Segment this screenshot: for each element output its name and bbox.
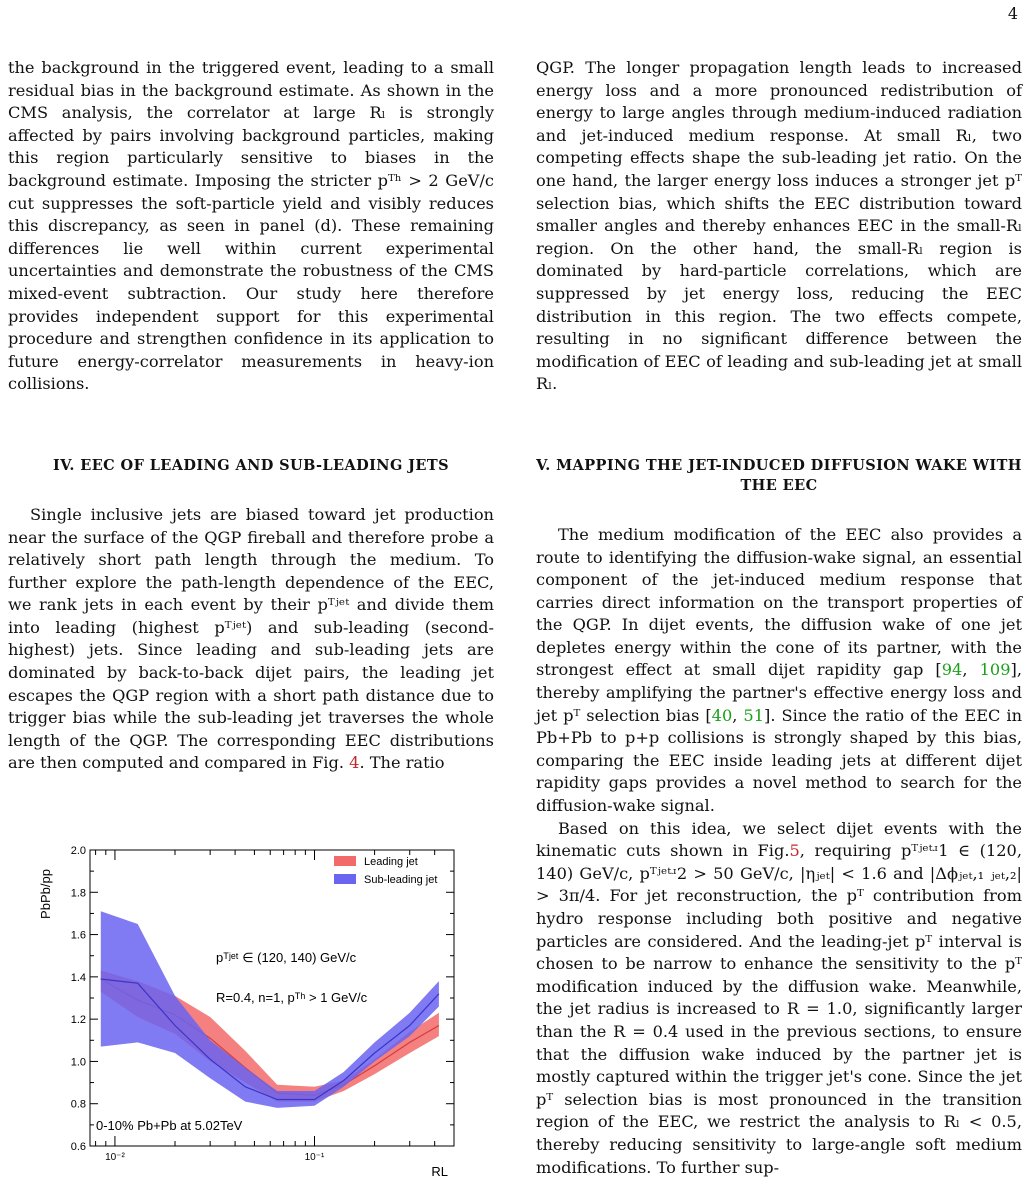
right-column	[536, 57, 1022, 1179]
x-tick-label: 10⁻²	[105, 1152, 125, 1163]
y-tick-label: 1.8	[70, 887, 86, 900]
left-column	[8, 57, 494, 775]
figure-5-link[interactable]: 5	[789, 841, 800, 861]
citation-link[interactable]: 94	[941, 660, 963, 680]
figure-4-link[interactable]: 4	[349, 753, 360, 773]
y-tick-label: 0.8	[70, 1098, 86, 1111]
right-paragraph-2: The medium modification of the EEC also provides a route to identifying the diffusion-wake signal, an essential component of the jet-induced medium response that carries direct information on the transport properties of the QGP. In dijet events, the diffusion wake of one jet depletes energy within the cone of its partner, with the strongest effect at small dijet rapidity gap [94, 109], thereby amplifying the partner's effective energy loss and jet pᵀ selection bias [40, 51]. Since the ratio of the EEC in Pb+Pb to p+p collisions is strongly shaped by this bias, comparing the EEC inside leading jets at different dijet rapidity gaps provides a novel method to search for the diffusion-wake signal.	[536, 524, 1022, 816]
right-paragraph-3: Based on this idea, we select dijet events with the kinematic cuts shown in Fig.5, requiring pᵀʲᵉᵗʴ1 ∈ (120, 140) GeV/c, pᵀʲᵉᵗʴ2 > 50 GeV/c, |ηⱼₑₜ| < 1.6 and |Δϕⱼₑₜ,₁ ⱼₑₜ,₂| > 3π/4. For jet reconstruction, the pᵀ contribution from hydro response including both positive and negative particles are considered. And the leading-jet pᵀ interval is chosen to be narrow to enhance the sensitivity to the pᵀ modification induced by the diffusion wake. Meanwhile, the jet radius is increased to R = 1.0, significantly larger than the R = 0.4 used in the previous sections, to ensure that the diffusion wake induced by the partner jet is mostly captured within the trigger jet's cone. Since the jet pᵀ selection bias is most pronounced in the transition region of the EEC, we restrict the analysis to Rₗ < 0.5, thereby reducing sensitivity to large-angle soft medium modifications. To further sup-	[536, 818, 1023, 1177]
left-paragraph-2: Single inclusive jets are biased toward jet production near the surface of the QGP fireball and therefore probe a relatively short path length through the medium. To further explore the path-length dependence of the EEC, we rank jets in each event by their pᵀʲᵉᵗ and divide them into leading (highest pᵀʲᵉᵗ) and sub-leading (second-highest) jets. Since leading and sub-leading jets are dominated by back-to-back dijet pairs, the leading jet escapes the QGP region with a short path distance due to trigger bias while the sub-leading jet traverses the whole length of the QGP. The corresponding EEC distributions are then computed and compared in Fig. 4. The ratio	[8, 504, 494, 773]
eec-ratio-chart	[36, 838, 478, 1188]
y-tick-label: 2.0	[70, 845, 86, 857]
citation-link[interactable]: 109	[979, 660, 1011, 680]
y-axis-label: PbPb/pp	[38, 869, 53, 919]
y-tick-label: 1.4	[70, 971, 86, 984]
legend	[334, 856, 437, 886]
pt-range-annotation: pᵀʲᵉᵗ ∈ (120, 140) GeV/c	[216, 950, 357, 965]
params-annotation: R=0.4, n=1, pᵀʰ > 1 GeV/c	[216, 990, 368, 1005]
x-axis-label: RL	[431, 1164, 448, 1179]
y-tick-label: 1.0	[70, 1056, 86, 1069]
citation-link[interactable]: 40	[711, 705, 733, 725]
legend-swatch-subleading	[334, 874, 356, 884]
legend-label-leading: Leading jet	[364, 856, 418, 868]
citation-link[interactable]: 51	[743, 705, 765, 725]
system-annotation: 0-10% Pb+Pb at 5.02TeV	[96, 1118, 243, 1133]
x-tick-label: 10⁻¹	[304, 1152, 325, 1163]
y-tick-label: 1.2	[70, 1014, 86, 1027]
legend-label-subleading: Sub-leading jet	[364, 874, 438, 886]
y-tick-label: 0.6	[70, 1141, 86, 1153]
left-paragraph-1: the background in the triggered event, leading to a small residual bias in the background estimate. As shown in the CMS analysis, the correlator at large Rₗ is strongly affected by pairs involving background particles, making this region particularly sensitive to biases in the background estimate. Imposing the stricter pᵀʰ > 2 GeV/c cut suppresses the soft-particle yield and visibly reduces this discrepancy, as seen in panel (d). These remaining differences lie well within current experimental uncertainties and demonstrate the robustness of the CMS mixed-event subtraction. Our study here therefore provides independent support for this experimental procedure and strengthen confidence in its application to future energy-correlator measurements in heavy-ion collisions.	[8, 58, 494, 394]
y-tick-label: 1.6	[70, 929, 86, 942]
legend-swatch-leading	[334, 856, 356, 866]
section-5-title: V. MAPPING THE JET-INDUCED DIFFUSION WAKE WITH THE EEC	[536, 456, 1022, 494]
page-number: 4	[1007, 4, 1018, 23]
section-4-title: IV. EEC OF LEADING AND SUB-LEADING JETS	[53, 456, 449, 474]
right-paragraph-1: QGP. The longer propagation length leads to increased energy loss and a more pronounced redistribution of energy to large angles through medium-induced radiation and jet-induced medium response. At small Rₗ, two competing effects shape the sub-leading jet ratio. On the one hand, the larger energy loss induces a stronger jet pᵀ selection bias, which shifts the EEC distribution toward smaller angles and thereby enhances EEC in the small-Rₗ region. On the other hand, the small-Rₗ region is dominated by hard-particle correlations, which are suppressed by jet energy loss, reducing the EEC distribution in this region. The two effects compete, resulting in no significant difference between the modification of EEC of leading and sub-leading jet at small Rₗ.	[536, 58, 1022, 394]
